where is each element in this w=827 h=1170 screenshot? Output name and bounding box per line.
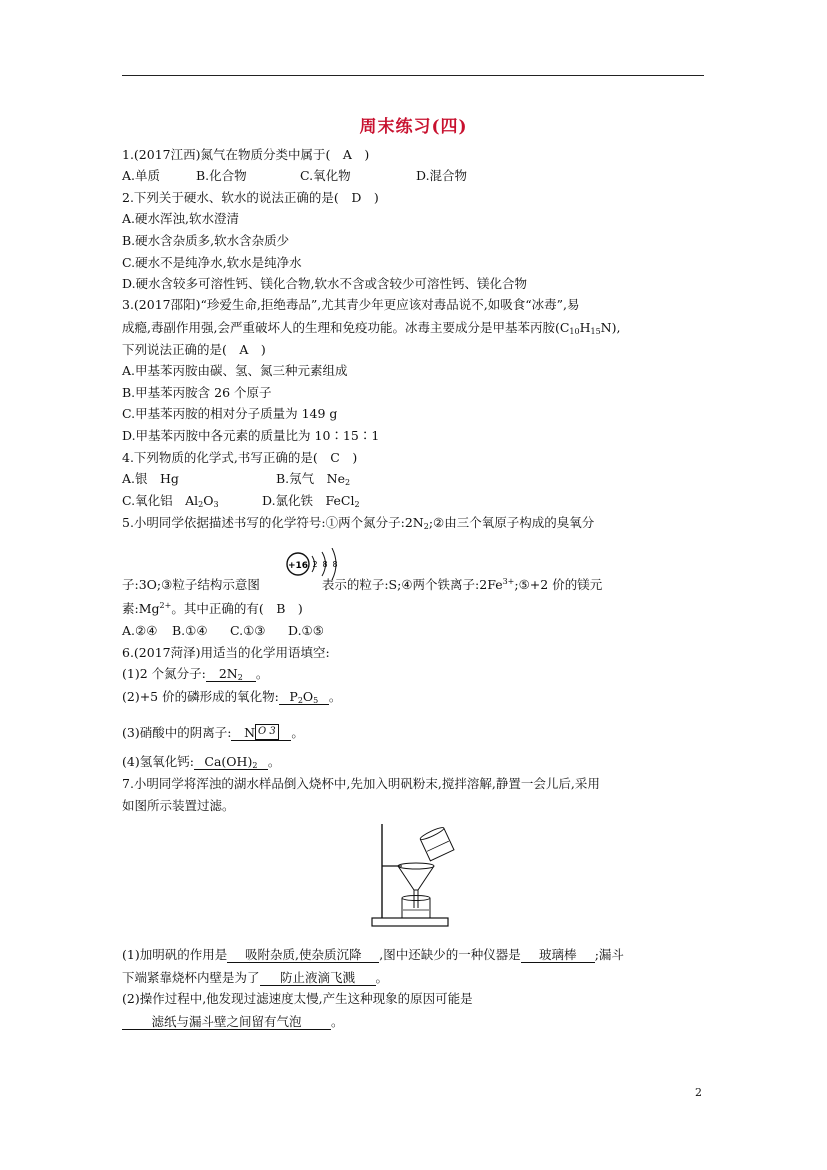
option-b: B.①④ [172,623,208,638]
option-c: C.氧化物 [300,168,351,183]
question-1-stem: 1.(2017江西)氮气在物质分类中属于( A ) [122,147,370,162]
question-4-stem: 4.下列物质的化学式,书写正确的是( C ) [122,450,358,465]
question-4-options-row-2 [122,493,360,509]
option-a: A.银 Hg [122,471,179,486]
question-3-answer: A [239,342,249,357]
funnel-rim [398,863,434,869]
question-5-answer: B [276,601,286,616]
nucleus-charge: +16 [287,561,309,571]
shell-electrons-2: 8 [322,560,328,569]
question-2-option-b: B.硬水含杂质多,软水含杂质少 [122,233,290,248]
question-7-line-2: 如图所示装置过滤。 [122,798,235,813]
question-6-part-1: (1)2 个氮分子: $2N_2$ 。 [122,666,269,682]
answer-blank: N O 3 [231,724,291,741]
answer-blank: 滤纸与漏斗壁之间留有气泡 [122,1015,331,1030]
option-d: D.氯化铁 FeCl$_2$ [262,493,360,509]
question-4-options-row-1 [122,471,350,487]
pouring-liquid-level [427,841,449,851]
answer-blank: $P_2O_5$ [279,690,329,705]
option-a: A.单质 [122,168,161,183]
answer-blank: 防止液滴飞溅 [260,971,376,986]
answer-blank: $Ca(OH)_2$ [194,755,268,770]
question-4-answer: C [330,450,340,465]
question-3-line-2: 成瘾,毒副作用强,会严重破坏人的生理和免疫功能。冰毒主要成分是甲基苯丙胺$(C_{10}H_{15}N)$, [122,320,621,336]
option-d: D.混合物 [416,168,468,183]
question-7-part-2: (2)操作过程中,他发现过滤速度太慢,产生这种现象的原因可能是 [122,991,473,1006]
question-7-part-1: (1)加明矾的作用是 吸附杂质,使杂质沉降 ,图中还缺少的一种仪器是 玻璃棒 ;漏斗 [122,947,624,962]
question-7-line-1: 7.小明同学将浑浊的湖水样品倒入烧杯中,先加入明矾粉末,搅拌溶解,静置一会儿后,采用 [122,776,600,791]
question-2-option-a: A.硬水浑浊,软水澄清 [122,211,239,226]
question-3-line-1: 3.(2017邵阳)“珍爱生命,拒绝毒品”,尤其青少年更应该对毒品说不,如吸食“冰毒”,易 [122,297,580,312]
question-6-part-3: (3)硝酸中的阴离子: N O 3 。 [122,725,304,740]
question-3-option-c: C.甲基苯丙胺的相对分子质量为 149 g [122,406,338,421]
header-rule [122,75,704,76]
question-2-option-c: C.硬水不是纯净水,软水是纯净水 [122,255,302,270]
option-c: C.①③ [230,623,266,638]
answer-blank: 玻璃棒 [521,948,595,963]
question-5-options [122,623,324,639]
pouring-beaker [419,826,454,861]
option-c: C.氧化铝 $Al_2O_3$ [122,493,219,509]
question-2-answer: D [351,190,362,205]
question-1-options [122,168,467,184]
page-number: 2 [695,1086,702,1099]
collecting-beaker [402,898,430,918]
question-5-line-2: 子:3O;③粒子结构示意图 表示的粒子:S;④两个铁离子$:2Fe^{3+};⑤+2$ 价的镁元 [122,577,603,592]
stand-base [372,918,448,926]
question-7-part-1-continued: 下端紧靠烧杯内壁是为了 防止液滴飞溅 。 [122,970,389,985]
option-d: D.①⑤ [288,623,324,638]
nitrate-ion-box: O 3 [255,724,279,740]
page-title: 周末练习(四) [359,117,468,137]
funnel-cone [398,866,434,890]
shell-electrons-1: 2 [312,560,318,569]
question-2-stem: 2.下列关于硬水、软水的说法正确的是( D ) [122,190,379,205]
answer-blank: $2N_2$ [206,667,256,682]
question-6-part-4: (4)氢氧化钙: $Ca(OH)_2$ 。 [122,754,281,770]
option-a: A.②④ [122,623,158,638]
question-5-stem: 素$:Mg^{2+}$。其中正确的有( B ) [122,601,303,616]
beaker-rim [402,896,430,901]
filtration-apparatus-diagram [370,822,462,930]
shell-electrons-3: 8 [332,560,338,569]
question-6-part-2: (2)+5 价的磷形成的氧化物: $P_2O_5$ 。 [122,689,342,705]
question-3-option-a: A.甲基苯丙胺由碳、氢、氮三种元素组成 [122,363,348,378]
question-3-stem: 下列说法正确的是( A ) [122,342,266,357]
question-5-line-1: 5.小明同学依据描述书写的化学符号:①两个氮分子$:2N_2;②$由三个氧原子构成的臭氧分 [122,515,595,531]
option-b: B.氖气 $Ne_2$ [276,471,351,487]
question-2-option-d: D.硬水含较多可溶性钙、镁化合物,软水不含或含较少可溶性钙、镁化合物 [122,276,528,291]
pouring-beaker-rim [419,826,445,842]
pouring-beaker-body [420,828,454,861]
option-b: B.化合物 [196,168,247,183]
question-6-stem: 6.(2017菏泽)用适当的化学用语填空: [122,645,330,660]
question-3-option-b: B.甲基苯丙胺含 26 个原子 [122,385,272,400]
question-7-part-2-answer-line: 滤纸与漏斗壁之间留有气泡 。 [122,1014,344,1030]
question-3-option-d: D.甲基苯丙胺中各元素的质量比为 10∶15∶1 [122,428,380,443]
question-1-answer: A [342,147,352,162]
answer-blank: 吸附杂质,使杂质沉降 [227,948,379,963]
